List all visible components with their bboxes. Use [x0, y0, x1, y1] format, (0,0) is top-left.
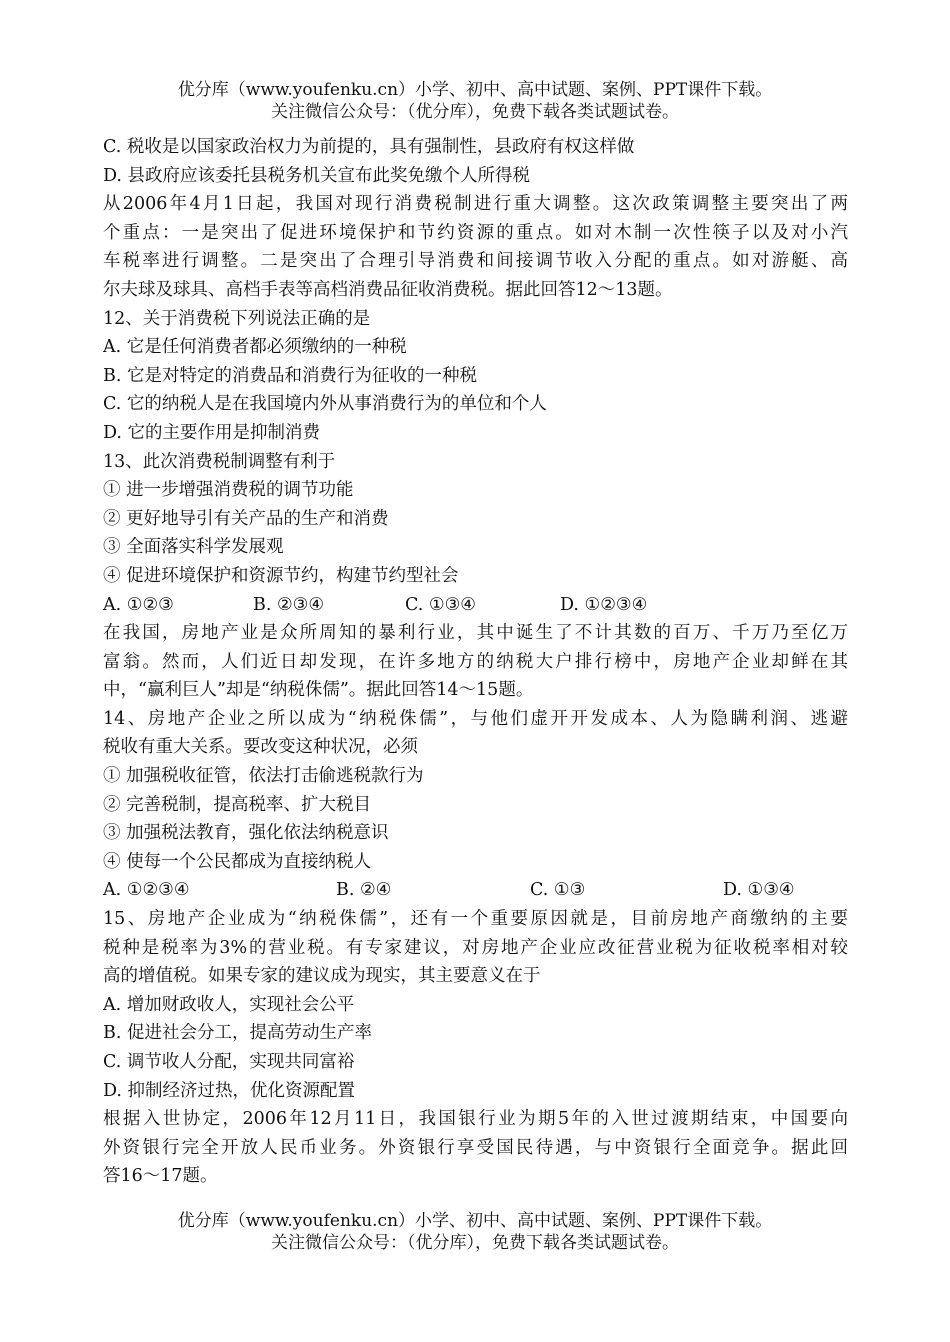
passage1-line: 个重点：一是突出了促进环境保护和节约资源的重点。如对木制一次性筷子以及对小汽 [103, 222, 848, 243]
q14-option-a: A. ①②③④ [103, 880, 190, 901]
q13-option-b: B. ②③④ [253, 594, 325, 615]
q13-item-2: ② 更好地导引有关产品的生产和消费 [103, 508, 389, 529]
passage1-line: 从2006年4月1日起，我国对现行消费税制进行重大调整。这次政策调整主要突出了两 [103, 194, 848, 215]
q12-option-b: B. 它是对特定的消费品和消费行为征收的一种税 [103, 365, 477, 386]
q14-item-4: ④ 使每一个公民都成为直接纳税人 [103, 851, 372, 872]
q15-option-c: C. 调节收人分配，实现共同富裕 [103, 1052, 355, 1072]
page-footer [0, 1210, 950, 1254]
q13-option-c: C. ①③④ [405, 594, 476, 615]
passage2-line: 在我国，房地产业是众所周知的暴利行业，其中诞生了不计其数的百万、千万乃至亿万 [103, 623, 848, 644]
passage1-line: 尔夫球及球具、高档手表等高档消费品征收消费税。据此回答12～13题。 [103, 279, 673, 300]
q14-options [103, 876, 848, 905]
q14-option-b: B. ②④ [336, 880, 392, 901]
q13-option-d: D. ①②③④ [560, 594, 648, 615]
prev-option-c: C. 税收是以国家政治权力为前提的，具有强制性，县政府有权这样做 [103, 137, 635, 157]
q15-option-d: D. 抑制经济过热，优化资源配置 [103, 1080, 356, 1101]
q12-option-d: D. 它的主要作用是抑制消费 [103, 422, 321, 443]
q13-stem: 13、此次消费税制调整有利于 [103, 451, 336, 472]
header-line-1: 优分库（www.youfenku.cn）小学、初中、高中试题、案例、PPT课件下载。 [177, 80, 773, 100]
q14-option-c: C. ①③ [530, 880, 586, 901]
passage3-line: 答16～17题。 [103, 1166, 218, 1187]
prev-option-d: D. 县政府应该委托县税务机关宣布此奖免缴个人所得税 [103, 165, 531, 186]
header-line-2: 关注微信公众号：（优分库），免费下载各类试题试卷。 [271, 102, 679, 122]
q14-option-d: D. ①③④ [723, 880, 795, 901]
q12-option-c: C. 它的纳税人是在我国境内外从事消费行为的单位和个人 [103, 394, 547, 415]
q14-item-2: ② 完善税制，提高税率、扩大税目 [103, 794, 372, 815]
q12-option-a: A. 它是任何消费者都必须缴纳的一种税 [103, 337, 407, 358]
passage3-line: 根据入世协定，2006年12月11日，我国银行业为期5年的入世过渡期结束，中国要向 [103, 1109, 848, 1130]
q15-stem-line: 15、房地产企业成为“纳税侏儒”，还有一个重要原因就是，目前房地产商缴纳的主要 [103, 909, 848, 930]
q15-option-b: B. 促进社会分工，提高劳动生产率 [103, 1023, 372, 1044]
q15-stem-line: 高的增值税。如果专家的建议成为现实，其主要意义在于 [103, 966, 541, 987]
footer-line-1: 优分库（www.youfenku.cn）小学、初中、高中试题、案例、PPT课件下载。 [177, 1211, 773, 1231]
passage3-line: 外资银行完全开放人民币业务。外资银行享受国民待遇，与中资银行全面竞争。据此回 [103, 1137, 848, 1158]
q13-option-a: A. ①②③ [103, 594, 174, 615]
q13-item-3: ③ 全面落实科学发展观 [103, 537, 284, 558]
q13-item-1: ① 进一步增强消费税的调节功能 [103, 480, 354, 501]
q12-stem: 12、关于消费税下列说法正确的是 [103, 308, 371, 329]
q14-stem-line: 14、房地产企业之所以成为“纳税侏儒”，与他们虚开开发成本、人为隐瞒利润、逃避 [103, 708, 848, 729]
passage2-line: 富翁。然而，人们近日却发现，在许多地方的纳税大户排行榜中，房地产企业却鲜在其 [103, 651, 848, 672]
q14-item-3: ③ 加强税法教育，强化依法纳税意识 [103, 823, 389, 844]
q13-options [103, 591, 848, 620]
q14-stem-line: 税收有重大关系。要改变这种状况，必须 [103, 737, 418, 758]
document-body [103, 133, 848, 1191]
q13-item-4: ④ 促进环境保护和资源节约，构建节约型社会 [103, 565, 459, 586]
passage2-line: 中，“赢利巨人”却是“纳税侏儒”。据此回答14～15题。 [103, 680, 534, 701]
passage1-line: 车税率进行调整。二是突出了合理引导消费和间接调节收入分配的重点。如对游艇、高 [103, 251, 848, 272]
q14-item-1: ① 加强税收征管，依法打击偷逃税款行为 [103, 766, 424, 787]
q15-stem-line: 税种是税率为3%的营业税。有专家建议，对房地产企业应改征营业税为征收税率相对较 [103, 937, 848, 958]
q15-option-a: A. 增加财政收人，实现社会公平 [103, 994, 355, 1015]
page-header [0, 79, 950, 123]
footer-line-2: 关注微信公众号：（优分库），免费下载各类试题试卷。 [271, 1233, 679, 1253]
